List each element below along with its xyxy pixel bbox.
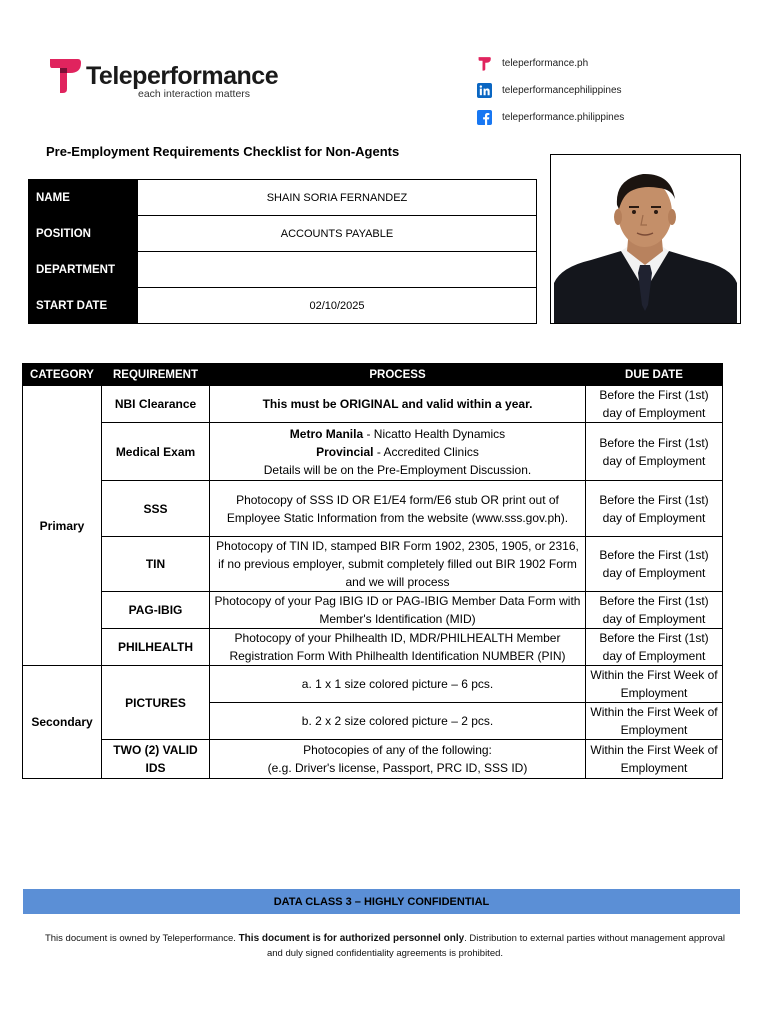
process-medical-details: Details will be on the Pre-Employment Discussion. — [263, 462, 532, 477]
category-primary: Primary — [23, 386, 102, 666]
teleperformance-logo-icon — [48, 56, 82, 94]
document-title: Pre-Employment Requirements Checklist for Non-Agents — [46, 144, 400, 159]
process-ids-line1: Photocopies of any of the following: — [303, 743, 492, 757]
table-row-tin — [23, 537, 723, 592]
table-row-sss — [23, 481, 723, 537]
name-value: SHAIN SORIA FERNANDEZ — [138, 180, 537, 216]
info-row-department — [29, 252, 537, 288]
requirement-pictures: PICTURES — [102, 666, 210, 740]
process-medical-metro — [213, 425, 582, 443]
process-philhealth: Photocopy of your Philhealth ID, MDR/PHILHEALTH Member Registration Form With Philhealth Identification NUMBER (PIN) — [210, 629, 586, 666]
table-row-philhealth — [23, 629, 723, 666]
table-row-pictures-a — [23, 666, 723, 703]
due-medical: Before the First (1st) day of Employment — [586, 423, 723, 481]
name-label: NAME — [29, 180, 138, 216]
info-row-name — [29, 180, 537, 216]
process-ids — [210, 740, 586, 779]
employee-photo — [550, 154, 741, 324]
teleperformance-logo — [48, 56, 279, 106]
department-value — [138, 252, 537, 288]
facebook-icon — [476, 109, 492, 125]
table-header-row — [23, 364, 723, 386]
linkedin-icon — [476, 82, 492, 98]
category-secondary: Secondary — [23, 666, 102, 779]
header-requirement: REQUIREMENT — [102, 364, 210, 386]
footer-text-bold: This document is for authorized personnel only — [238, 933, 465, 944]
info-row-position — [29, 216, 537, 252]
process-medical — [210, 423, 586, 481]
brand-tagline: each interaction matters — [138, 88, 251, 100]
table-row-medical — [23, 423, 723, 481]
due-philhealth: Before the First (1st) day of Employment — [586, 629, 723, 666]
due-pictures-b: Within the First Week of Employment — [586, 703, 723, 740]
start-date-value: 02/10/2025 — [138, 288, 537, 324]
process-pictures-a: a. 1 x 1 size colored picture – 6 pcs. — [210, 666, 586, 703]
data-class-banner: DATA CLASS 3 – HIGHLY CONFIDENTIAL — [23, 889, 740, 914]
social-link-text: teleperformance.philippines — [502, 111, 625, 123]
confidentiality-notice — [40, 931, 730, 961]
due-pictures-a: Within the First Week of Employment — [586, 666, 723, 703]
table-row-pagibig — [23, 592, 723, 629]
header-process: PROCESS — [210, 364, 586, 386]
due-pagibig: Before the First (1st) day of Employment — [586, 592, 723, 629]
process-medical-provincial — [213, 443, 582, 461]
brand-name: Teleperformance — [86, 62, 279, 90]
metro-manila-text: - Nicatto Health Dynamics — [363, 426, 506, 441]
header-due-date: DUE DATE — [586, 364, 723, 386]
requirement-ids: TWO (2) VALID IDS — [102, 740, 210, 779]
provincial-text: - Accredited Clinics — [373, 444, 479, 459]
due-nbi: Before the First (1st) day of Employment — [586, 386, 723, 423]
position-label: POSITION — [29, 216, 138, 252]
social-link-text: teleperformancephilippines — [502, 84, 622, 96]
requirement-nbi: NBI Clearance — [102, 386, 210, 423]
process-nbi: This must be ORIGINAL and valid within a year. — [210, 386, 586, 423]
process-sss: Photocopy of SSS ID OR E1/E4 form/E6 stub OR print out of Employee Static Information from the website (www.sss.gov.ph). — [210, 481, 586, 537]
social-link-website[interactable] — [476, 55, 588, 71]
due-ids: Within the First Week of Employment — [586, 740, 723, 779]
info-row-start-date — [29, 288, 537, 324]
process-ids-line2: (e.g. Driver's license, Passport, PRC ID, SSS ID) — [267, 761, 528, 775]
footer-text-2: . Distribution to external parties without management approval and duly signed confidentiality agreements is prohibited. — [266, 933, 726, 959]
header-category: CATEGORY — [23, 364, 102, 386]
requirement-tin: TIN — [102, 537, 210, 592]
requirements-table — [22, 363, 723, 779]
process-pictures-b: b. 2 x 2 size colored picture – 2 pcs. — [210, 703, 586, 740]
requirement-medical: Medical Exam — [102, 423, 210, 481]
teleperformance-icon — [476, 55, 492, 71]
department-label: DEPARTMENT — [29, 252, 138, 288]
employee-info-table — [28, 179, 537, 324]
table-row-nbi — [23, 386, 723, 423]
start-date-label: START DATE — [29, 288, 138, 324]
due-sss: Before the First (1st) day of Employment — [586, 481, 723, 537]
process-pagibig: Photocopy of your Pag IBIG ID or PAG-IBIG Member Data Form with Member's Identification (MID) — [210, 592, 586, 629]
social-link-facebook[interactable] — [476, 109, 624, 125]
position-value: ACCOUNTS PAYABLE — [138, 216, 537, 252]
requirement-sss: SSS — [102, 481, 210, 537]
social-link-text: teleperformance.ph — [502, 57, 589, 69]
process-tin: Photocopy of TIN ID, stamped BIR Form 1902, 2305, 1905, or 2316, if no previous employer, submit completely filled out BIR 1902 Form and we will process — [210, 537, 586, 592]
social-link-linkedin[interactable] — [476, 82, 622, 98]
due-tin: Before the First (1st) day of Employment — [586, 537, 723, 592]
requirement-pagibig: PAG-IBIG — [102, 592, 210, 629]
metro-manila-label: Metro Manila — [289, 426, 364, 441]
footer-text-1: This document is owned by Teleperformance. — [44, 933, 239, 944]
table-row-ids — [23, 740, 723, 779]
provincial-label: Provincial — [316, 444, 374, 459]
requirement-philhealth: PHILHEALTH — [102, 629, 210, 666]
